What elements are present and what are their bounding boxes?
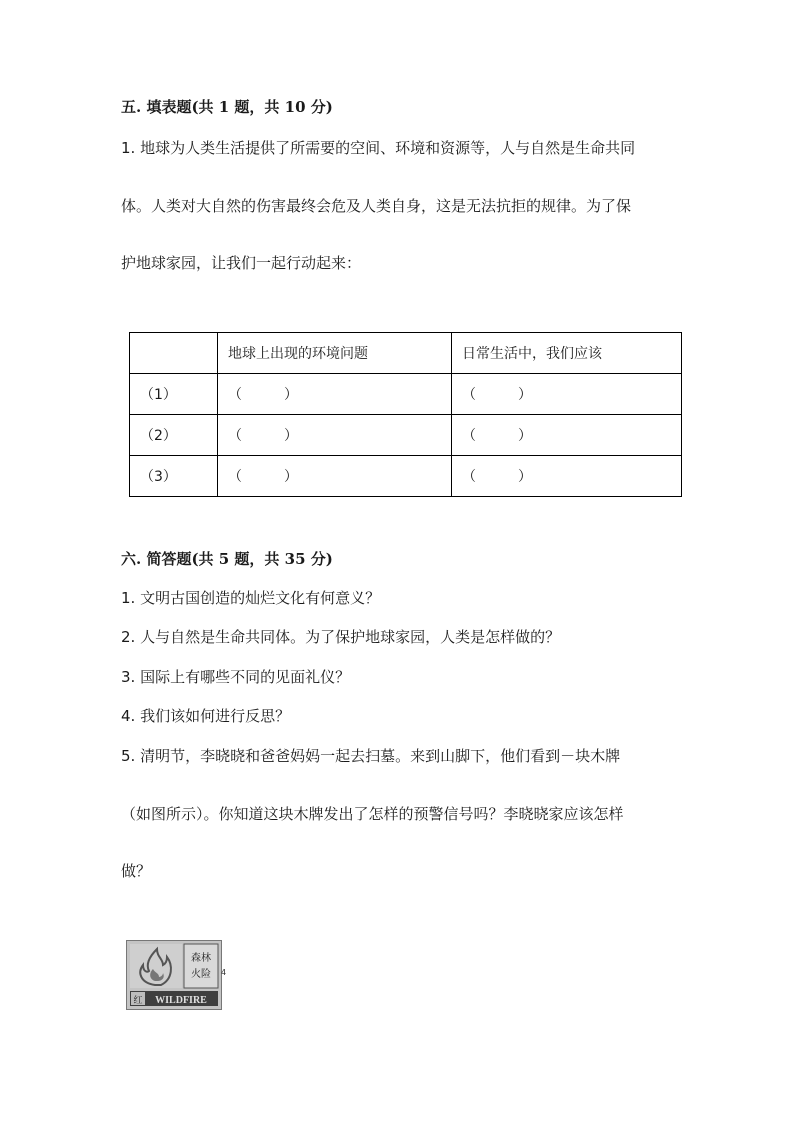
- wildfire-sign-image: [126, 940, 222, 1010]
- fill-table: [129, 332, 682, 497]
- row-number: （2）: [130, 415, 218, 456]
- sign-label-bottom: 火险: [191, 969, 211, 980]
- q1-line-1: 1. 地球为人类生活提供了所需要的空间、环境和资源等，人与自然是生命共同: [121, 139, 636, 157]
- sign-tail-mark: 4: [221, 968, 227, 977]
- blank-cell[interactable]: （ ）: [218, 415, 452, 456]
- blank-cell[interactable]: （ ）: [218, 456, 452, 497]
- blank-cell[interactable]: （ ）: [218, 374, 452, 415]
- question-1: 1. 文明古国创造的灿烂文化有何意义？: [121, 589, 381, 607]
- table-row: [130, 374, 682, 415]
- wildfire-sign-graphic: [127, 941, 221, 1009]
- q5-line-2: （如图所示）。你知道这块木牌发出了怎样的预警信号吗？李晓晓家应该怎样: [121, 805, 624, 823]
- q1-line-2: 体。人类对大自然的伤害最终会危及人类自身，这是无法抗拒的规律。为了保: [121, 197, 632, 215]
- sign-level: 红: [133, 996, 143, 1006]
- section6-title: 六. 简答题(共 5 题，共 35 分): [121, 550, 333, 568]
- table-row: [130, 456, 682, 497]
- row-number: （1）: [130, 374, 218, 415]
- q1-line-3: 护地球家园，让我们一起行动起来：: [121, 254, 362, 272]
- table-header-cell: [130, 333, 218, 374]
- blank-cell[interactable]: （ ）: [452, 456, 682, 497]
- table-row: [130, 415, 682, 456]
- table-header-cell: 日常生活中，我们应该: [452, 333, 682, 374]
- sign-label-top: 森林: [191, 953, 211, 964]
- q5-line-1: 5. 清明节，李晓晓和爸爸妈妈一起去扫墓。来到山脚下，他们看到－块木牌: [121, 747, 621, 765]
- section5-title: 五. 填表题(共 1 题，共 10 分): [121, 98, 333, 116]
- blank-cell[interactable]: （ ）: [452, 415, 682, 456]
- question-2: 2. 人与自然是生命共同体。为了保护地球家园，人类是怎样做的？: [121, 628, 561, 646]
- row-number: （3）: [130, 456, 218, 497]
- question-4: 4. 我们该如何进行反思？: [121, 707, 291, 725]
- question-3: 3. 国际上有哪些不同的见面礼仪？: [121, 668, 351, 686]
- sign-english: WILDFIRE: [155, 995, 207, 1006]
- q5-line-3: 做？: [121, 862, 152, 880]
- blank-cell[interactable]: （ ）: [452, 374, 682, 415]
- sign-label-panel: [184, 944, 218, 988]
- table-header-row: [130, 333, 682, 374]
- table-header-cell: 地球上出现的环境问题: [218, 333, 452, 374]
